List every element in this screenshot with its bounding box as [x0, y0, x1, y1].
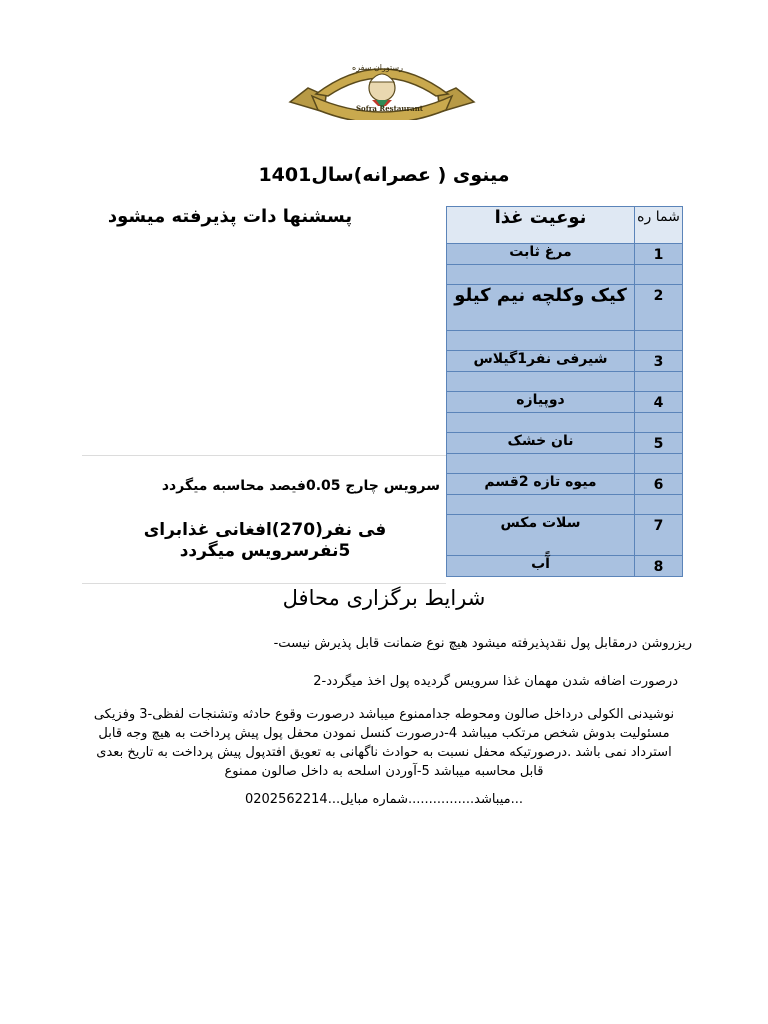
row-number: 5	[635, 433, 683, 454]
logo-arc-text: رستوران سفره	[352, 63, 403, 72]
row-number	[635, 265, 683, 285]
row-food: دوپیازه	[447, 392, 635, 413]
row-food	[447, 331, 635, 351]
row-food: کیک وکلچه نیم کیلو	[447, 285, 635, 331]
menu-table	[446, 206, 683, 577]
row-food: آًب	[447, 556, 635, 577]
table-row	[447, 265, 683, 285]
table-row	[447, 244, 683, 265]
row-food	[447, 413, 635, 433]
row-number	[635, 495, 683, 515]
row-food: نان خشک	[447, 433, 635, 454]
row-food	[447, 495, 635, 515]
row-number	[635, 454, 683, 474]
table-row	[447, 331, 683, 351]
divider-line	[82, 583, 446, 584]
condition-3: نوشیدنی الکولی درداخل صالون ومحوطه جداممنوع میباشد درصورت وقوع حادثه وتشنجات لفظی-3 وفزیکی مسئولیت بدوش شخص مرتکب میباشد 4-درصورت کنسل نمودن محفل پول پیش پرداخت به هیچ وجه قابل استرداد نمی باشد .درصورتیکه محفل نسبت به حوادث ناگهانی به تعویق افتدپول پیش پرداخت به تاریخ بعدی قابل محاسبه میباشد 5-آوردن اسلحه به داخل صالون ممنوع	[93, 707, 675, 779]
conditions-title: شرایط برگزاری محافل	[282, 586, 486, 610]
row-number	[635, 331, 683, 351]
row-number	[635, 372, 683, 392]
table-row	[447, 454, 683, 474]
row-food	[447, 265, 635, 285]
table-row	[447, 351, 683, 372]
table-row	[447, 392, 683, 413]
row-food	[447, 372, 635, 392]
per-person-price: فی نفر(270)افغانی غذابرای 5نفرسرویس میگردد	[143, 520, 387, 561]
header-number: شما ره	[635, 207, 683, 244]
divider-line	[82, 455, 446, 456]
condition-1: ریزروشن درمقابل پول نقدپذیرفته میشود هیچ نوع ضمانت قابل پذیرش نیست-	[273, 636, 692, 651]
table-row	[447, 515, 683, 556]
row-number: 4	[635, 392, 683, 413]
row-number	[635, 413, 683, 433]
logo-ribbon-text: Sofra Restaurant	[356, 104, 424, 113]
table-row	[447, 495, 683, 515]
row-number: 3	[635, 351, 683, 372]
row-number: 1	[635, 244, 683, 265]
condition-contact: ...میباشد................شماره مبایل...0202562214	[244, 792, 524, 807]
row-number: 7	[635, 515, 683, 556]
table-row	[447, 474, 683, 495]
row-food	[447, 454, 635, 474]
row-food: شیرفی نفر1گیلاس	[447, 351, 635, 372]
menu-title: مینوی ( عصرانه)سال1401	[258, 164, 510, 186]
acceptance-note: پسشنها دات پذیرفته میشود	[107, 206, 353, 227]
table-row	[447, 556, 683, 577]
row-food: مرغ ثابت	[447, 244, 635, 265]
service-charge: سرویس چارج 0.05فیصد محاسبه میگردد	[161, 478, 440, 494]
condition-2: درصورت اضافه شدن مهمان غذا سرویس گردیده پول اخذ میگردد-2	[313, 674, 678, 689]
table-row	[447, 372, 683, 392]
row-number: 8	[635, 556, 683, 577]
restaurant-logo	[286, 58, 478, 120]
row-food: میوه تازه 2قسم	[447, 474, 635, 495]
table-row	[447, 433, 683, 454]
row-number: 2	[635, 285, 683, 331]
row-number: 6	[635, 474, 683, 495]
row-food: سلات مکس	[447, 515, 635, 556]
table-row	[447, 413, 683, 433]
header-food: نوعیت غذا	[447, 207, 635, 244]
table-row	[447, 285, 683, 331]
